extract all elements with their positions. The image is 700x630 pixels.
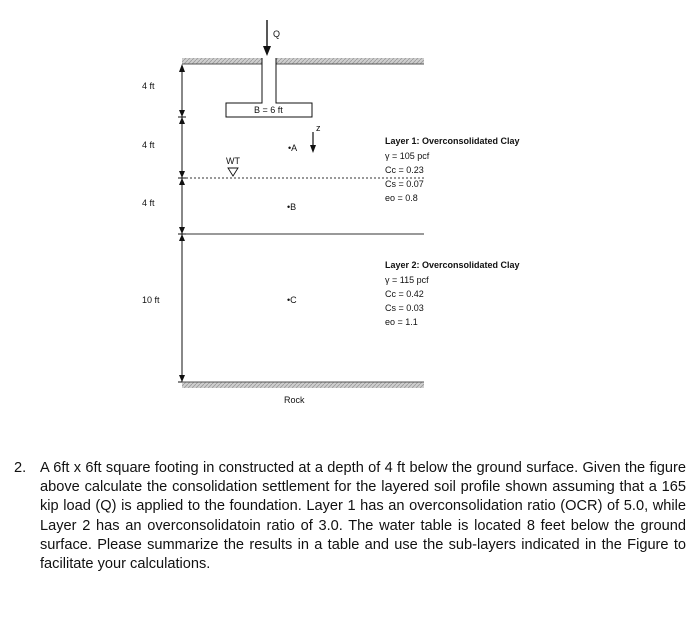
depth-label: z	[316, 123, 321, 133]
dimension-line	[178, 64, 186, 382]
layer2-title: Layer 2: Overconsolidated Clay	[385, 260, 520, 270]
point-a: •A	[288, 143, 298, 153]
rock-surface	[182, 382, 424, 388]
layer2-prop: γ = 115 pcf	[385, 275, 429, 285]
layer1-prop: eo = 0.8	[385, 193, 418, 203]
layer2-prop: eo = 1.1	[385, 317, 418, 327]
water-table-label: WT	[226, 156, 240, 166]
point-c: •C	[287, 295, 297, 305]
layer1-prop: γ = 105 pcf	[385, 151, 430, 161]
water-table-icon	[228, 168, 238, 176]
dim-label-1: 4 ft	[142, 81, 155, 91]
layer1-title: Layer 1: Overconsolidated Clay	[385, 136, 520, 146]
layer1-prop: Cs = 0.07	[385, 179, 424, 189]
load-arrow	[263, 20, 271, 56]
dim-label-4: 10 ft	[142, 295, 160, 305]
point-b: •B	[287, 202, 297, 212]
rock-label: Rock	[284, 395, 305, 405]
problem-statement	[14, 459, 686, 574]
dim-label-2: 4 ft	[142, 140, 155, 150]
dim-label-3: 4 ft	[142, 198, 155, 208]
depth-arrow	[310, 132, 316, 153]
ground-surface	[182, 58, 424, 64]
problem-text: A 6ft x 6ft square footing in constructed at a depth of 4 ft below the ground surface. Given the figure above calculate the consolidation settlement for the layered soil profile shown assuming that a 165 kip load (Q) is applied to the foundation. Layer 1 has an overconsolidation ratio (OCR) of 5.0, while Layer 2 has an overconsolidatoin ratio of 3.0. The water table is located 8 feet below the ground surface. Please summarize the results in a table and use the sub-layers indicated in the Figure to facilitate your calculations.	[40, 460, 686, 573]
layer2-prop: Cc = 0.42	[385, 289, 424, 299]
load-label: Q	[273, 29, 281, 39]
layer2-prop: Cs = 0.03	[385, 303, 424, 313]
problem-number: 2.	[14, 460, 27, 476]
layer1-prop: Cc = 0.23	[385, 165, 424, 175]
footing-width-label: B = 6 ft	[254, 105, 283, 115]
